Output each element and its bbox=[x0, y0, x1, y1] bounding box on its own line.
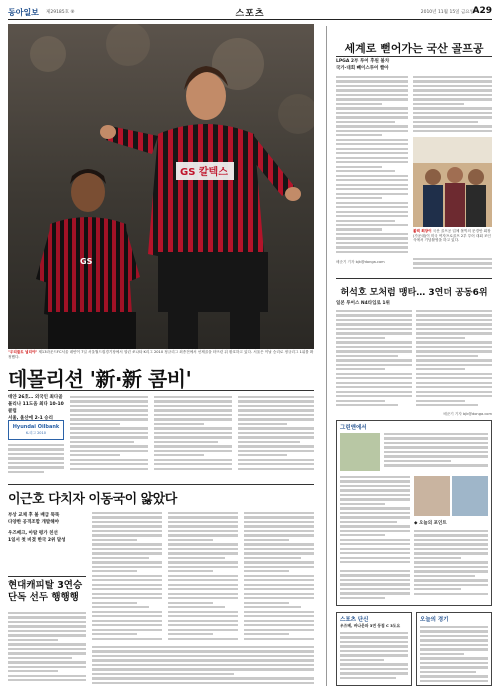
story2-body-col-2 bbox=[168, 512, 238, 642]
page-number: A29 bbox=[472, 6, 492, 16]
headline-rule bbox=[8, 390, 314, 391]
right-mid-headline: 허석호 모처럼 맹타… 3연더 공동6위 bbox=[340, 288, 488, 298]
right-top-body-col-3 bbox=[413, 258, 492, 274]
svg-text:GS: GS bbox=[80, 257, 93, 266]
golf-photo-caption bbox=[413, 229, 492, 243]
green-box-text-1 bbox=[384, 433, 488, 471]
story2-body-col-1 bbox=[92, 512, 162, 642]
main-body-col-1 bbox=[8, 444, 64, 476]
caption-tag: "우리들도 널리야" bbox=[8, 350, 38, 354]
right-mid-subhead: 일본 투어스 N4타입로 1위 bbox=[336, 301, 390, 306]
right-mid-body-col-2 bbox=[416, 310, 492, 410]
issue-number: 제29185호 ⑧ bbox=[46, 10, 75, 15]
story2-subhead-3: 우즈베크, 아랍 평가 친선 bbox=[8, 531, 58, 536]
schedule-text bbox=[420, 626, 488, 684]
story2-subhead-1: 부상 교체 후 볼 배급 뚝뚝 bbox=[8, 513, 60, 518]
story2-subhead-4: 1일서 첫 비겼 한국 2위 달성 bbox=[8, 538, 66, 543]
section-title: 스포츠 bbox=[235, 9, 265, 19]
main-subhead-1: 데얀 26호… 외국인 최다골 bbox=[8, 395, 63, 400]
story2-body-col-3 bbox=[244, 512, 314, 642]
main-subheads bbox=[8, 394, 68, 422]
jersey-sponsor: GS 칼텍스 bbox=[180, 167, 228, 178]
main-photo bbox=[8, 24, 314, 349]
right-mid-byline: 배준기 기자 bjk@donga.com bbox=[443, 412, 492, 416]
main-body-col-3 bbox=[154, 396, 232, 476]
photo-caption bbox=[8, 350, 314, 359]
caption-text: 제13라운드FC서울 데얀이 7일 서울월드컵경기장에서 열린 쏘나타 K리그 2010 정규리그 최종전에서 선제골을 터뜨린 뒤 환호하고 있다. 서울은 이날 승리로 정규리그 1위를 확정했다. bbox=[8, 350, 314, 359]
right-mid-body-col-1 bbox=[336, 310, 412, 410]
right-top-byline: 배준기 기자 bjk@donga.com bbox=[336, 260, 385, 264]
right-top-body-col-2 bbox=[413, 76, 492, 134]
right-top-rule bbox=[336, 56, 492, 57]
main-subhead-2: 몰리나 11도움 최다 10-10클럽 bbox=[8, 402, 64, 414]
right-top-subhead-1: LPGA 2부 투어 후원 볼차 bbox=[336, 59, 390, 64]
briefs-item: 우즈베, 바나운파 3연 동점 C 3도요 bbox=[340, 623, 401, 628]
sponsor-sub: K-리그 2010 bbox=[26, 431, 46, 435]
main-subhead-3: 서울, 울산에 2-1 승리 bbox=[8, 416, 53, 421]
briefs-text bbox=[340, 632, 408, 684]
right-top-headline: 세계로 뻗어가는 국산 골프공 bbox=[344, 42, 484, 55]
newspaper-logo: 동아일보 bbox=[8, 8, 39, 17]
story2-rule bbox=[8, 484, 314, 485]
green-box-photo-3 bbox=[452, 476, 488, 516]
golf-caption-tag: 볼빅 회장이 bbox=[413, 229, 432, 233]
right-mid-rule-top bbox=[336, 278, 492, 279]
story2-subhead-2: 다양한 공격조합 개발해야 bbox=[8, 520, 59, 525]
golf-photo bbox=[413, 137, 492, 227]
green-box-photo-2 bbox=[414, 476, 450, 516]
story3-body bbox=[8, 612, 86, 686]
green-box-text-2 bbox=[340, 476, 410, 566]
sponsor-name: Hyundai Oilbank bbox=[12, 424, 60, 430]
story2-headline: 이근호 다치자 이동국이 앓았다 bbox=[8, 492, 177, 507]
issue-date: 2010년 11월 15일 금요일 bbox=[420, 10, 474, 15]
golf-caption-text: 국산 골프공 업체 볼빅의 문경안 회장(가운데)이 미국 여자프로골프 2부 투어 대회 조인식에서 기념촬영을 하고 있다. bbox=[413, 229, 491, 243]
column-divider bbox=[326, 26, 327, 686]
main-body-col-2 bbox=[70, 396, 148, 476]
right-top-subhead-2: 국가·대회 뻬이스투어 빨아 bbox=[336, 66, 389, 71]
main-headline: 데몰리션 '新·新 콤비' bbox=[8, 367, 192, 391]
story3-rule bbox=[8, 576, 86, 577]
page-header bbox=[8, 6, 492, 20]
right-top-body-col-1 bbox=[336, 76, 408, 256]
right-top-subheads bbox=[336, 58, 492, 72]
story2-subheads bbox=[8, 512, 86, 544]
schedule-title: 오늘의 경기 bbox=[420, 617, 449, 623]
green-box-sub: ◆ 오늘의 포인트 bbox=[414, 521, 447, 526]
main-body-col-4 bbox=[238, 396, 314, 476]
green-box-text-3 bbox=[414, 530, 488, 602]
green-box-title: 그린앤에서 bbox=[340, 425, 367, 431]
sponsor-logo bbox=[8, 420, 64, 440]
briefs-title: 스포츠 단신 bbox=[340, 617, 369, 623]
green-box-text-4 bbox=[340, 570, 410, 602]
story3-headline: 현대캐피탈 3연승 단독 선두 행행행 bbox=[8, 580, 83, 603]
story3-body-2 bbox=[92, 646, 314, 686]
green-box-photo-1 bbox=[340, 433, 380, 471]
